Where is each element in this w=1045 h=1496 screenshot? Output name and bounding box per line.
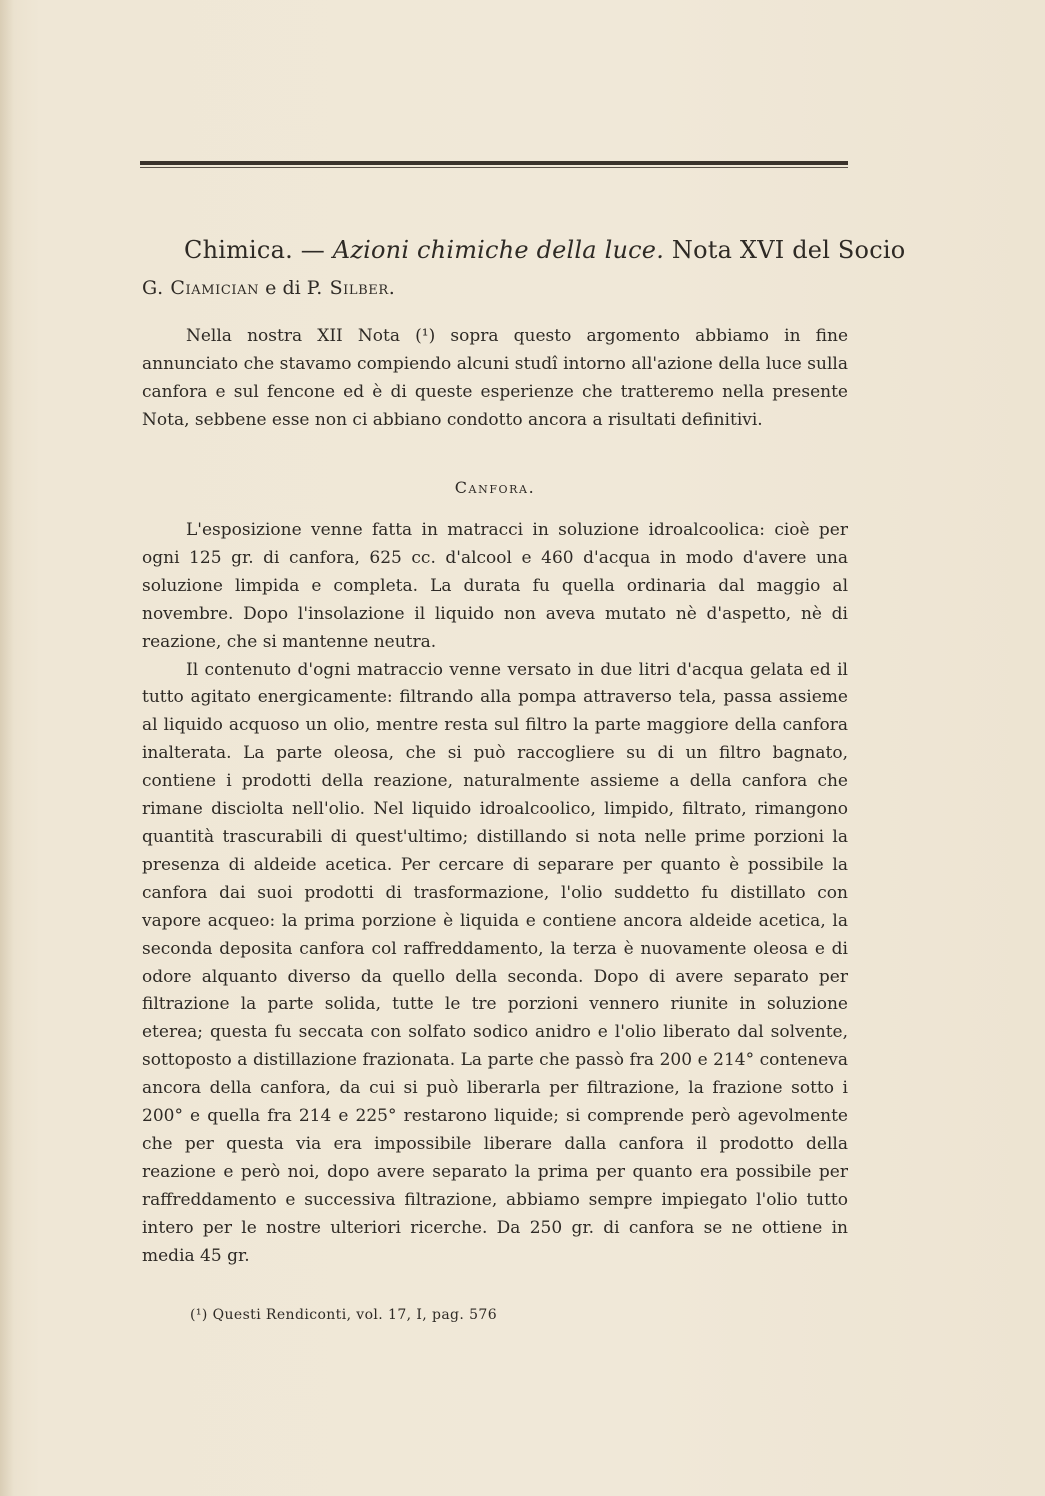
title-italic: Azioni chimiche della luce. [332,236,665,264]
section-paragraph-2: Il contenuto d'ogni matraccio venne versato in due litri d'acqua gelata ed il tutto agitato energicamente: filtrando alla pompa attraverso tela, passa assieme al liquido acquoso un olio, mentre resta sul filtro la parte maggiore della canfora inalterata. La parte oleosa, che si può raccogliere su di un filtro bagnato, contiene i prodotti della reazione, naturalmente assieme a della canfora che rimane disciolta nell'olio. Nel liquido idroalcoolico, limpido, filtrato, rimangono quantità trascurabili di quest'ultimo; distillando si nota nelle prime porzioni la presenza di aldeide acetica. Per cercare di separare per quanto è possibile la canfora dai suoi prodotti di trasformazione, l'olio suddetto fu distillato con vapore acqueo: la prima porzione è liquida e contiene ancora aldeide acetica, la seconda deposita canfora col raffreddamento, la terza è nuovamente oleosa e di odore alquanto diverso da quello della seconda. Dopo di avere separato per filtrazione la parte solida, tutte le tre porzioni vennero riunite in soluzione eterea; questa fu seccata con solfato sodico anidro e l'olio liberato dal solvente, sottoposto a distillazione frazionata. La parte che passò fra 200 e 214° conteneva ancora della canfora, da cui si può liberarla per filtrazione, la frazione sotto i 200° e quella fra 214 e 225° restarono liquide; si comprende però agevolmente che per questa via era impossibile liberare dalla canfora il prodotto della reazione e però noi, dopo avere separato la prima per quanto era possibile per raffreddamento e successiva filtrazione, abbiamo sempre impiegato l'olio tutto intero per le nostre ulteriori ricerche. Da 250 gr. di canfora se ne ottiene in media 45 gr. [142,659,848,1266]
header-rule-thick [140,161,848,165]
authors-line [142,274,842,302]
subject-label: Chimica. [184,236,293,264]
intro-paragraph [142,323,848,435]
article-title [184,234,906,266]
header-rule [140,161,848,169]
intro-after-ref: sopra questo argomento abbiamo in fine annunciato che stavamo compiendo alcuni studî intorno all'azione della luce sulla canfora e sul fencone ed è di queste esperienze che tratteremo nella presente Nota, sebbene esse non ci abbiano condotto ancora a risultati definitivi. [142,326,849,430]
section-heading: Canfora. [454,478,536,497]
intro-before-ref: Nella nostra XII Nota [186,326,416,346]
author-1: G. Ciamician [142,277,260,299]
title-dash: — [292,236,333,264]
header-rule-thin [140,167,848,168]
author-2: P. Silber. [306,277,396,299]
intro-text [142,323,848,435]
section-paragraph-1: L'esposizione venne fatta in matracci in soluzione idroalcoolica: cioè per ogni 125 gr. di canfora, 625 cc. d'alcool e 460 d'acqua in modo d'avere una soluzione limpida e completa. La durata fu quella ordinaria dal maggio al novembre. Dopo l'insolazione il liquido non aveva mutato nè d'aspetto, nè di reazione, che si mantenne neutra. [142,520,848,652]
footnote [190,1305,840,1325]
footnote-marker: (¹) [190,1307,208,1323]
title-rest: Nota XVI del Socio [664,236,906,264]
section-body [142,517,848,1270]
footnote-ref: (¹) [415,326,436,346]
author-connector: e di [259,277,307,299]
footnote-text: Questi Rendiconti, vol. 17, I, pag. 576 [207,1307,498,1323]
